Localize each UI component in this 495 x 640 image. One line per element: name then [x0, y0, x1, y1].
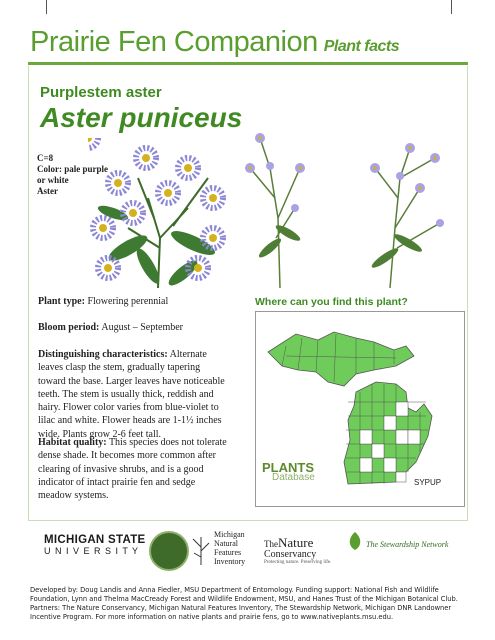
color-line-2: or white [37, 175, 69, 185]
plant-type [38, 295, 228, 308]
tnc-the: The [264, 539, 278, 549]
upper-peninsula [268, 332, 414, 386]
habitat-value: This species does not tolerate dense shade. It becomes more common after clearing of invasive shrubs, and is a good indicator of intact prairie fen and sedge meadow systems. [38, 437, 227, 502]
crop-mark-left [46, 0, 47, 14]
frame-left [28, 66, 29, 520]
header-rule [28, 62, 468, 65]
mnfi-line-1: Michigan [214, 530, 245, 539]
plant-type-label: Plant type: [38, 296, 85, 307]
map-code: SYPUP [414, 478, 442, 487]
frame-right [467, 66, 468, 520]
stewardship-leaf-icon [346, 530, 364, 552]
habitat-quality [38, 436, 228, 502]
mnfi-seal-icon [149, 531, 189, 571]
tnc-tagline: Protecting nature. Preserving life. [264, 560, 332, 565]
title-text: Prairie Fen Companion [30, 26, 318, 58]
mnfi-logo [214, 530, 245, 566]
fen-plant-icon [190, 531, 212, 565]
subtitle-text: Plant facts [323, 38, 400, 55]
plants-logo-bottom: Database [272, 472, 315, 483]
plant-type-value: Flowering perennial [87, 296, 169, 307]
common-name: Purplestem aster [40, 84, 162, 101]
dist-label: Distinguishing characteristics: [38, 349, 168, 360]
flower-closeup-photo [88, 138, 238, 288]
bloom-value: August – September [101, 322, 183, 333]
plants-database-logo [262, 460, 315, 483]
msu-line-2: U N I V E R S I T Y [44, 546, 140, 556]
tnc-nature: Nature [278, 535, 314, 550]
tnc-logo [264, 534, 331, 565]
genus: Aster [37, 186, 58, 196]
habitat-label: Habitat quality: [38, 437, 107, 448]
distribution-map [255, 311, 465, 507]
mnfi-line-3: Features [214, 548, 242, 557]
scientific-name: Aster puniceus [40, 102, 243, 133]
whole-plant-photo [240, 128, 462, 288]
bloom-period [38, 321, 228, 334]
mnfi-line-4: Inventory [214, 557, 246, 566]
bloom-label: Bloom period: [38, 322, 100, 333]
crop-mark-right [451, 0, 452, 14]
page-title [30, 26, 399, 59]
msu-line-1: MICHIGAN STATE [44, 534, 146, 546]
dist-value: Alternate leaves clasp the stem, gradually tapering toward the base. Larger leaves have noticeable teeth. The stem is usually thick, reddish and hairy. Flower color varies from blue-violet to lilac and white. Flower heads are 1-1½ inches wide. Plants grow 2-6 feet tall. [38, 349, 225, 440]
stewardship-logo: The Stewardship Network [366, 540, 449, 549]
tnc-conservancy: Conservancy [264, 549, 317, 560]
c-value: C=8 [37, 153, 54, 163]
msu-logo [44, 534, 146, 556]
bottom-rule [28, 520, 468, 521]
distinguishing-characteristics [38, 348, 228, 441]
mnfi-line-2: Natural [214, 539, 238, 548]
map-heading: Where can you find this plant? [255, 296, 408, 308]
footer-credits: Developed by: Doug Landis and Anna Fiedler, MSU Department of Entomology. Funding support: National Fish and Wildlife Foundation, Lynn and Thelma MacCready Forest and Wildlife Endowment, MSU, and Hanes Trust of the Michigan Botanical Club. Partners: The Nature Conservancy, Michigan Natural Features Inventory, The Stewardship Network, Michigan DNR Landowner Incentive Program. For more information on native plants and prairie fens, go to www.nativeplants.msu.edu. [30, 586, 458, 621]
color-line-1: Color: pale purple [37, 164, 108, 174]
plants-logo-top: PLANTS [262, 460, 314, 475]
